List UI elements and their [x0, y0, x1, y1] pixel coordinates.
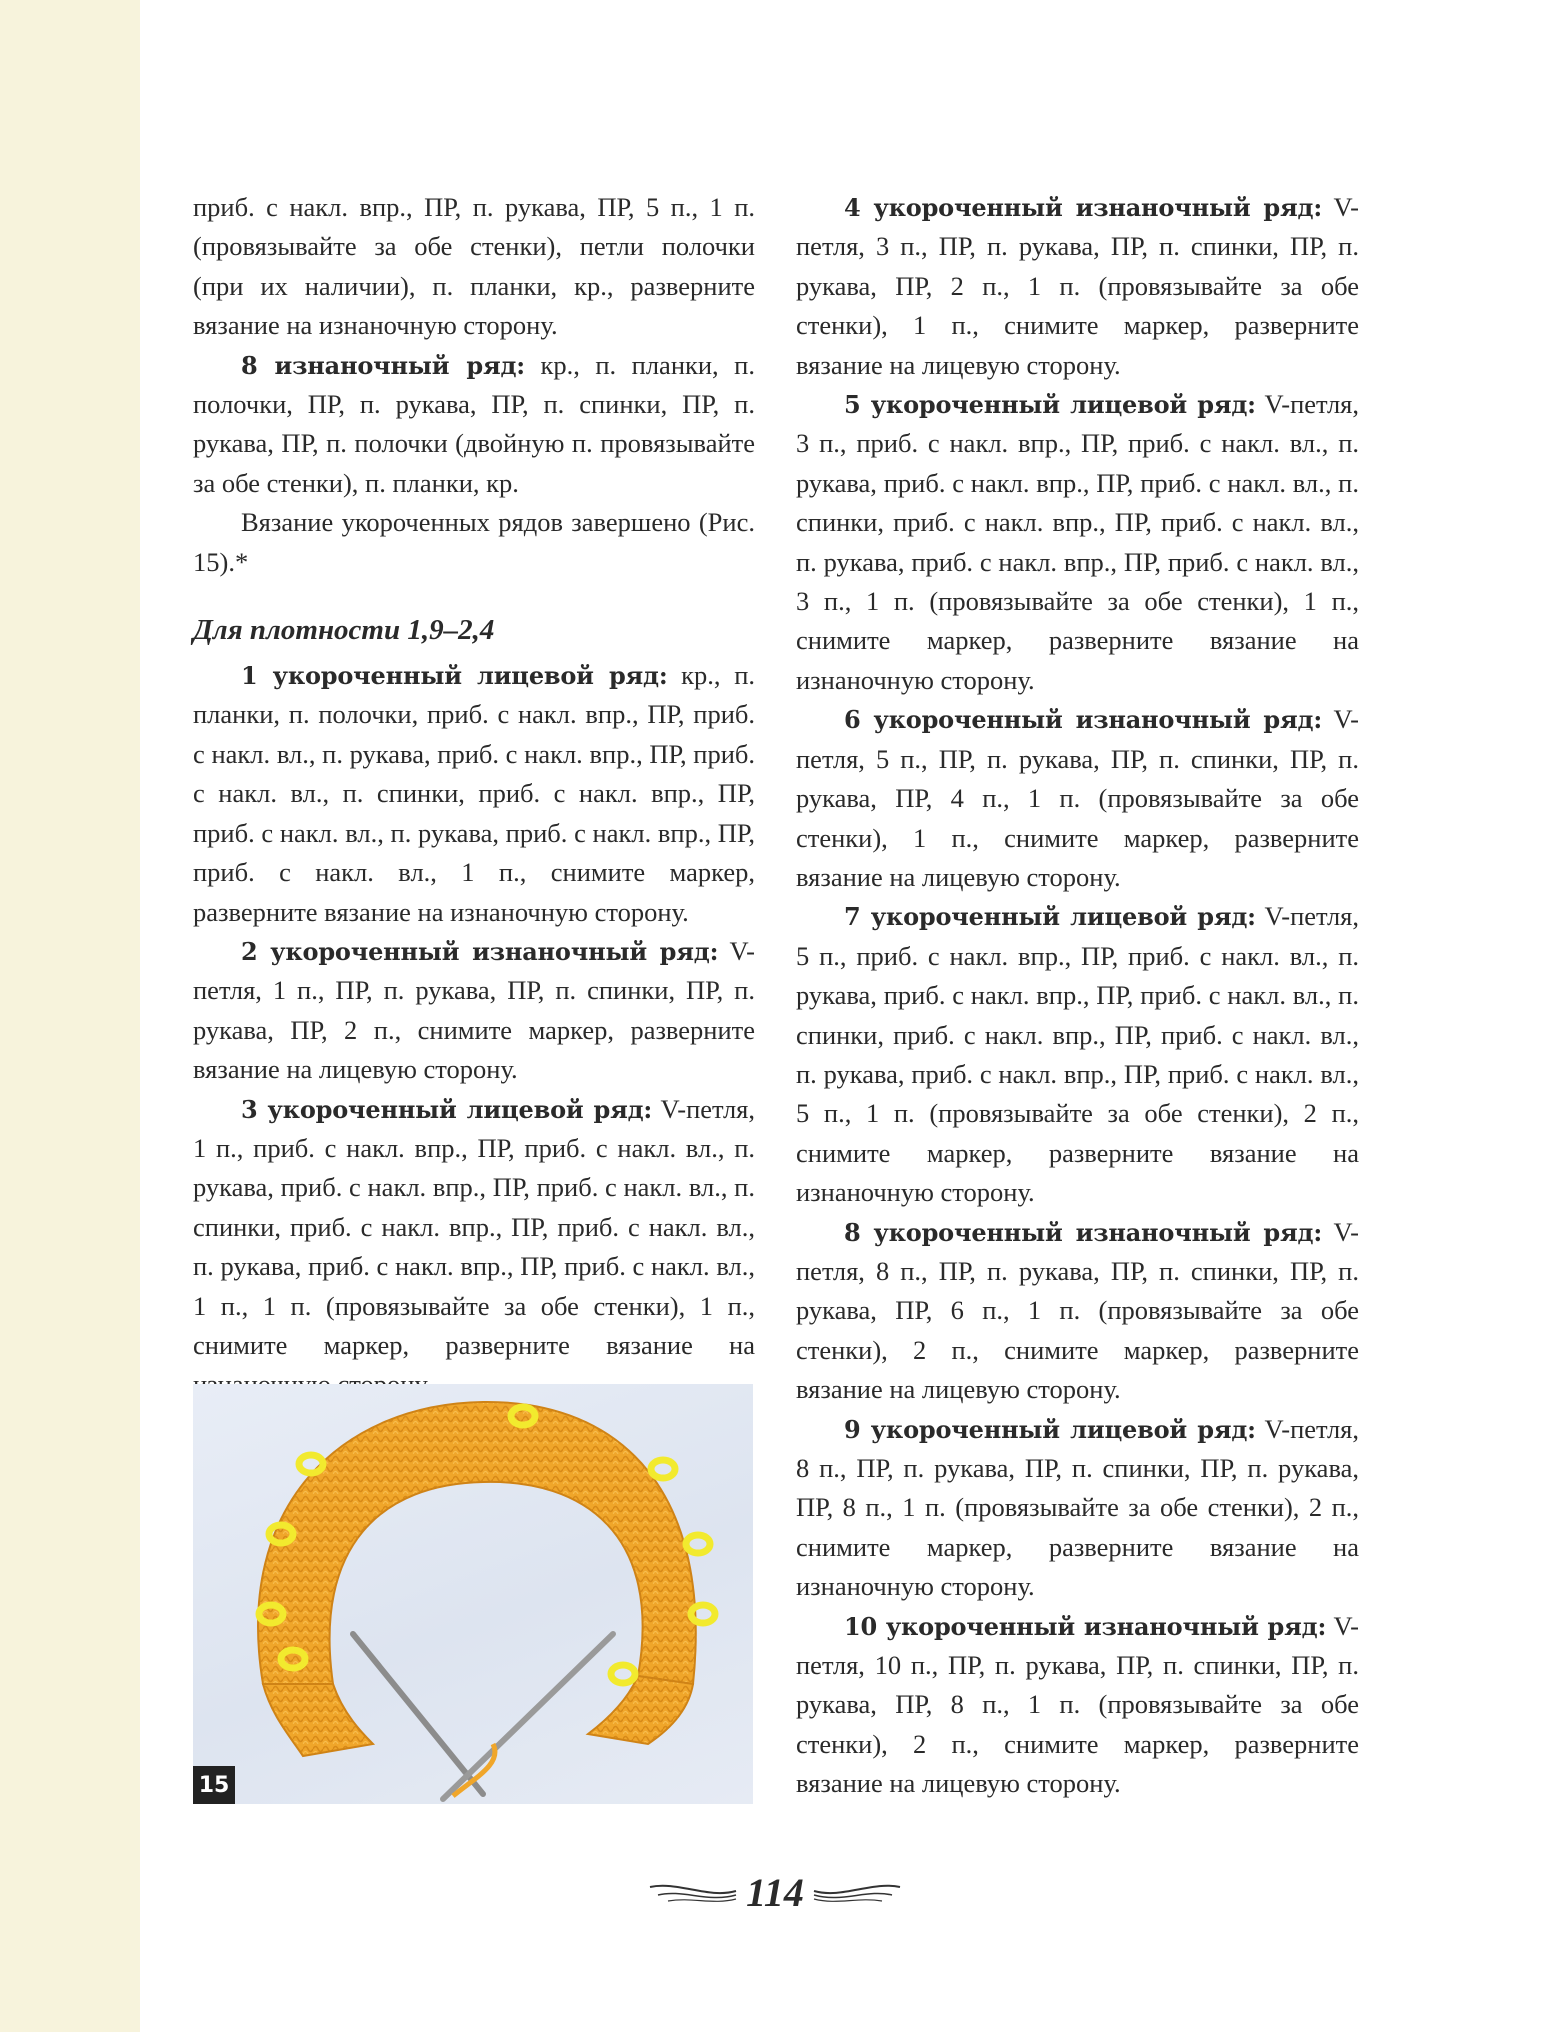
- left-column: [193, 188, 755, 1405]
- knitted-yoke-illustration: [193, 1384, 753, 1804]
- row-heading: 2 укороченный изнаночный ряд:: [241, 936, 719, 966]
- row-heading: 6 укороченный изнаночный ряд:: [844, 705, 1322, 735]
- right-flourish-icon: [812, 1877, 902, 1907]
- paragraph: [796, 897, 1359, 1212]
- row-text: V-петля, 8 п., ПР, п. рукава, ПР, п. спинки, ПР, п. рукава, ПР, 8 п., 1 п. (провязывайте за обе стенки), 2 п., снимите маркер, разверните вязание на изнаночную сторону.: [796, 1413, 1359, 1602]
- row-text: V-петля, 5 п., приб. с накл. впр., ПР, приб. с накл. вл., п. рукава, приб. с накл. впр., ПР, приб. с накл. вл., п. спинки, приб. с накл. впр., ПР, приб. с накл. вл., п. рукава, приб. с накл. впр., ПР, приб. с накл. вл., 5 п., 1 п. (провязывайте за обе стенки), 2 п., снимите маркер, разверните вязание на изнаночную сторону.: [796, 901, 1359, 1208]
- row-text: V-петля, 1 п., приб. с накл. впр., ПР, приб. с накл. вл., п. рукава, приб. с накл. впр., ПР, приб. с накл. вл., п. спинки, приб. с накл. впр., ПР, приб. с накл. вл., п. рукава, приб. с накл. впр., ПР, приб. с накл. вл., 1 п., 1 п. (провязывайте за обе стенки), 1 п., снимите маркер, разверните вязание на: [193, 1093, 755, 1360]
- paragraph: [193, 1090, 755, 1405]
- paragraph: [193, 346, 755, 504]
- page-number: 114: [746, 1869, 804, 1915]
- paragraph: [193, 656, 755, 932]
- left-flourish-icon: [648, 1877, 738, 1907]
- figure-knitted-yoke-photo: [193, 1384, 753, 1804]
- row-heading: 8 укороченный изнаночный ряд:: [844, 1217, 1322, 1247]
- row-text: V-петля, 8 п., ПР, п. рукава, ПР, п. спинки, ПР, п. рукава, ПР, 6 п., 1 п. (провязывайте за обе стенки), 2 п., снимите маркер, разверните вязание на лицевую сторону.: [796, 1216, 1359, 1405]
- paragraph: [796, 1607, 1359, 1804]
- right-column: [796, 188, 1359, 1804]
- section-title: Для плотности 1,9–2,4: [193, 614, 495, 647]
- row-text: кр., п. планки, п. полочки, приб. с накл. впр., ПР, приб. с накл. вл., п. рукава, приб. с накл. впр., ПР, приб. с накл. вл., п. спинки, приб. с накл. впр., ПР, приб. с накл. вл., п. рукава, приб. с накл. впр., ПР, приб. с накл. вл., 1 п., снимите маркер, разверните вязание на изнаночную сторону.: [193, 660, 756, 927]
- row-heading: 3 укороченный лицевой ряд:: [241, 1094, 653, 1124]
- row-text: V-петля, 3 п., ПР, п. рукава, ПР, п. спинки, ПР, п. рукава, ПР, 2 п., 1 п. (провязывайте за обе стенки), 1 п., снимите маркер, разверните вязание на лицевую сторону.: [796, 192, 1359, 380]
- paragraph: Вязание укороченных рядов завершено (Рис. 15).*: [193, 507, 755, 577]
- figure-number-label: 15: [193, 1766, 235, 1804]
- paragraph: [193, 932, 755, 1090]
- paragraph: [796, 1213, 1359, 1410]
- row-heading: 5 укороченный лицевой ряд:: [844, 390, 1256, 420]
- paragraph: [796, 188, 1359, 385]
- row-heading: 1 укороченный лицевой ряд:: [241, 661, 668, 691]
- row-heading: 7 укороченный лицевой ряд:: [844, 902, 1256, 932]
- paragraph: приб. с накл. впр., ПР, п. рукава, ПР, 5 п., 1 п. (провязывайте за обе стенки), петли полочки (при их наличии), п. планки, кр., разверните вязание на изнаночную сторону.: [193, 192, 755, 341]
- paragraph: [796, 385, 1359, 700]
- page-footer: [640, 1862, 910, 1922]
- row-text: V-петля, 5 п., ПР, п. рукава, ПР, п. спинки, ПР, п. рукава, ПР, 4 п., 1 п. (провязывайте за обе стенки), 1 п., снимите маркер, разверните вязание на лицевую сторону.: [796, 704, 1359, 892]
- row-heading: 9 укороченный лицевой ряд:: [844, 1414, 1256, 1444]
- row-text: V-петля, 3 п., приб. с накл. впр., ПР, приб. с накл. вл., п. рукава, приб. с накл. впр., ПР, приб. с накл. вл., п. спинки, приб. с накл. впр., ПР, приб. с накл. вл., п. рукава, приб. с накл. впр., ПР, приб. с накл. вл., 3 п., 1 п. (провязывайте за обе стенки), 1 п., снимите маркер, разверните вязание на изнаночную сторону.: [796, 389, 1359, 695]
- paragraph: [796, 1410, 1359, 1607]
- row-heading: 4 укороченный изнаночный ряд:: [844, 193, 1322, 222]
- page-margin-band: [0, 0, 140, 2032]
- row-text: V-петля, 10 п., ПР, п. рукава, ПР, п. спинки, ПР, п. рукава, ПР, 8 п., 1 п. (провязывайте за обе стенки), 2 п., снимите маркер, разверните вязание на лицевую сторону.: [796, 1610, 1359, 1799]
- row-text: V-петля, 1 п., ПР, п. рукава, ПР, п. спинки, ПР, п. рукава, ПР, 2 п., снимите маркер, разверните вязание на лицевую сторону.: [193, 935, 755, 1085]
- row-heading: 8 изнаночный ряд:: [241, 350, 525, 380]
- paragraph: [796, 700, 1359, 897]
- row-heading: 10 укороченный изнаночный ряд:: [844, 1611, 1327, 1641]
- row-text: кр., п. планки, п. полочки, ПР, п. рукава, ПР, п. спинки, ПР, п. рукава, ПР, п. полочки (двойную п. провязывайте за обе стенки), п. планки, кр.: [193, 349, 755, 498]
